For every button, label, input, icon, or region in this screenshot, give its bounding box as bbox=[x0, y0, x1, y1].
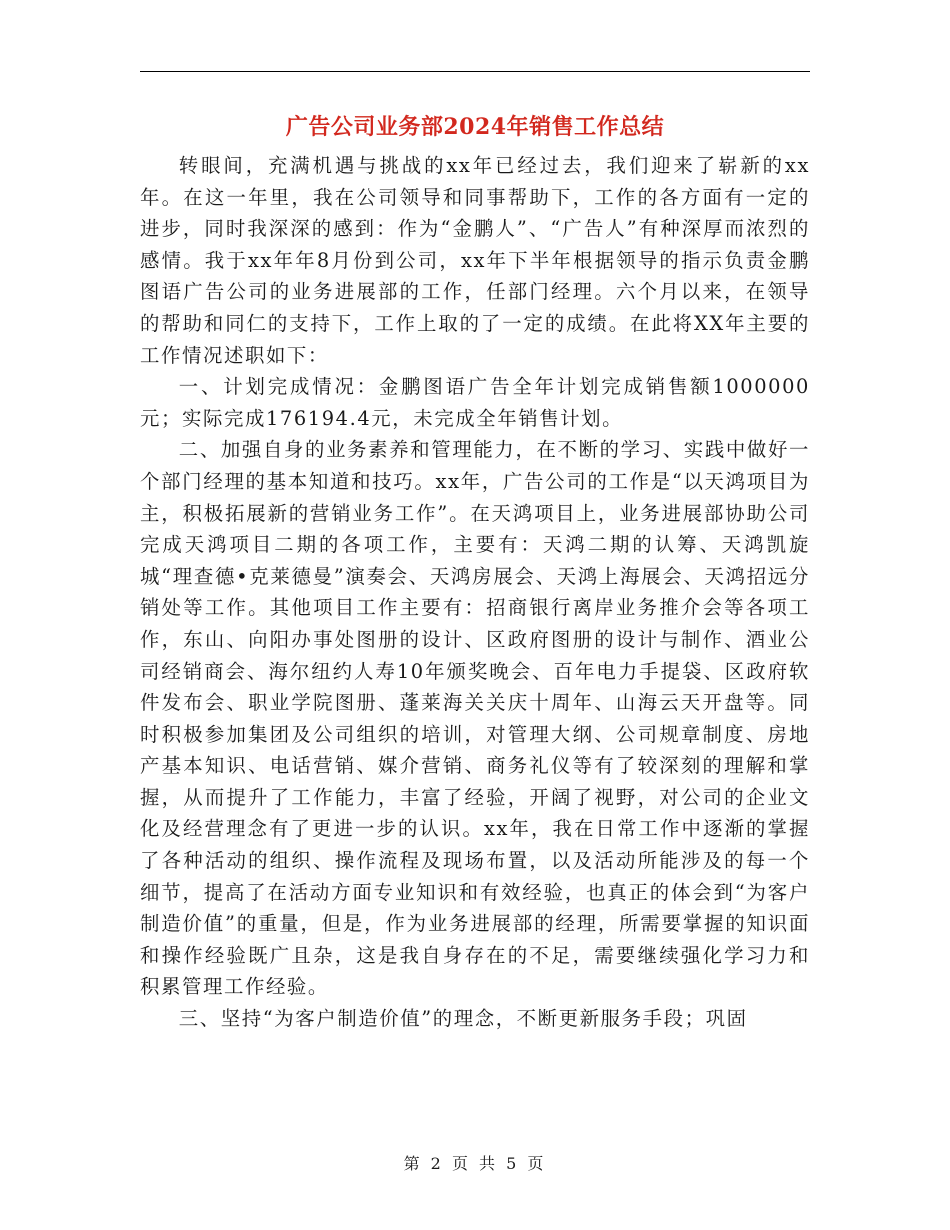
document-body bbox=[140, 150, 810, 1035]
document-title: 广告公司业务部2024年销售工作总结 bbox=[285, 114, 665, 140]
page-number-footer: 第 2 页 共 5 页 bbox=[403, 1154, 547, 1173]
header-rule bbox=[140, 71, 810, 72]
paragraph-customer-value: 三、坚持“为客户制造价值”的理念，不断更新服务手段；巩固 bbox=[178, 1007, 748, 1031]
paragraph-intro: 转眼间，充满机遇与挑战的xx年已经过去，我们迎来了崭新的xx年。在这一年里，我在公司领导和同事帮助下，工作的各方面有一定的进步，同时我深深的感到：作为“金鹏人”、“广告人”有种深厚而浓烈的感情。我于xx年年8月份到公司，xx年下半年根据领导的指示负责金鹏图语广告公司的业务进展部的工作，任部门经理。六个月以来，在领导的帮助和同仁的支持下，工作上取的了一定的成绩。在此将XX年主要的工作情况述职如下： bbox=[140, 154, 810, 367]
paragraph-skills-management: 二、加强自身的业务素养和管理能力，在不断的学习、实践中做好一个部门经理的基本知道和技巧。xx年，广告公司的工作是“以天鸿项目为主，积极拓展新的营销业务工作”。在天鸿项目上，业务进展部协助公司完成天鸿项目二期的各项工作，主要有：天鸿二期的认筹、天鸿凯旋城“理查德•克莱德曼”演奏会、天鸿房展会、天鸿上海展会、天鸿招远分销处等工作。其他项目工作主要有：招商银行离岸业务推介会等各项工作，东山、向阳办事处图册的设计、区政府图册的设计与制作、酒业公司经销商会、海尔纽约人寿10年颁奖晚会、百年电力手提袋、区政府软件发布会、职业学院图册、蓬莱海关关庆十周年、山海云天开盘等。同时积极参加集团及公司组织的培训，对管理大纲、公司规章制度、房地产基本知识、电话营销、媒介营销、商务礼仪等有了较深刻的理解和掌握，从而提升了工作能力，丰富了经验，开阔了视野，对公司的企业文化及经营理念有了更进一步的认识。xx年，我在日常工作中逐渐的掌握了各种活动的组织、操作流程及现场布置，以及活动所能涉及的每一个细节，提高了在活动方面专业知识和有效经验，也真正的体会到“为客户制造价值”的重量，但是，作为业务进展部的经理，所需要掌握的知识面和操作经验既广且杂，这是我自身存在的不足，需要继续强化学习力和积累管理工作经验。 bbox=[140, 438, 810, 999]
paragraph-plan-completion: 一、计划完成情况：金鹏图语广告全年计划完成销售额1000000元；实际完成176194.4元，未完成全年销售计划。 bbox=[140, 375, 810, 430]
